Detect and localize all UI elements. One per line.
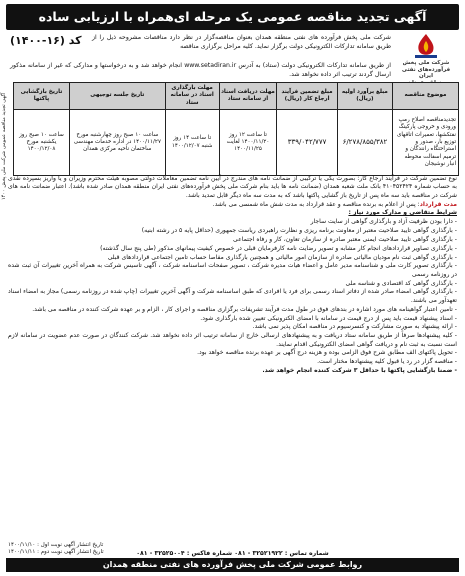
list-item: - بارگذاری گواهی تایید صلاحیت معتبر از معاونت برنامه ریزی و نظارت راهبردی ریاست جمهوری (حداقل پایه ۵ در رشته ابنیه)	[141, 227, 457, 235]
col-subject: موضوع مناقصه	[393, 83, 459, 110]
footer	[6, 542, 459, 572]
closing-5: - ضمنا بازگشایی پاکتها با حداقل ۳ شرکت کننده انجام خواهد شد.	[262, 367, 457, 375]
col-estimate: مبلغ برآورد اولیه (ریال)	[337, 83, 392, 110]
duration-text: : پس از اعلام به برنده مناقصه و عقد قرارداد به مدت شش ماه شمسی می باشد.	[212, 200, 420, 208]
intro-text-2: از طریق سامانه تدارکات الکترونیکی دولت (ستاد) به آدرس www.setadiran.ir انجام خواهد شد و به درخواستها و مدارکی که غیر از سامانه مذکور ارسال گردند ترتیب اثر داده نخواهد شد.	[10, 62, 391, 78]
closing-1: - ارائه پیشنهاد به صورت مشارکت و کنسرسیوم در مناقصه امکان پذیر نمی باشد.	[252, 323, 457, 331]
side-note: آگهی تجدید مناقصه عمومی شرکت ملی پخش ۱۴۰۰	[1, 92, 7, 200]
tender-table	[13, 82, 459, 176]
col-guarantee: مبلغ تضمین فرآیند ارجاع کار (ریال)	[277, 83, 338, 110]
cell-opening: ساعت ۱۰ صبح روز یکشنبه مورخ ۱۴۰۰/۱۲/۰۸	[14, 110, 70, 176]
cell-subject: تجدیدمناقصه اصلاح رمپ ورودی و خروجی پارکینگ نفتکشها، تعمیرات اتاقهای توزیع بار، صدور و استراحتگاه رانندگان و ترمیم اسفالت محوطه انبار نوشیجان	[393, 110, 459, 176]
tender-code: کد (۱۶-۱۴۰۰)	[10, 34, 82, 47]
logo-text-company: شرکت ملی پخش فرآورده‌های نفتی ایران	[401, 60, 451, 79]
closing-3: - تحویل پاکتهای الف مطابق شرح فوق الزامی بوده و هزینه درج آگهی بر عهده برنده مناقصه خواهد بود.	[197, 349, 457, 357]
col-receive-deadline: مهلت دریافت اسناد از سامانه ستاد	[219, 83, 277, 110]
table-header-row	[14, 83, 459, 110]
publish-date-2: تاریخ انتشار آگهی نوبت دوم : ۱۴۰۰/۱۱/۱۱	[8, 549, 104, 555]
list-item: - تامین اعتبار گواهینامه های مورد اشاره در بندهای فوق در طول مدت فرآیند تشریفات برگزاری مناقصه و اجرای کار ، الزام و بر عهده شرکت کننده در مناقصه می باشد.	[32, 305, 457, 313]
closing-4: - مناقصه گزار در رد یا قبول کلیه پیشنهادها مختار است.	[317, 358, 457, 366]
body-text	[8, 175, 457, 376]
guarantee-note: نوع تضمین شرکت در فرآیند ارجاع کار: بصورت یکی یا ترکیبی از ضمانت نامه های مندرج در آیین نامه تضمین معاملات دولتی مصوبه هیئت محترم وزیران و یا واریز بسپرده نقدی به حساب شماره ۴۱۰۴۵۲۴۲۴ بانک ملت شعبه همدان (ضمانت نامه ها باید بنام شرکت ملی پخش فرآورده‌های نفتی ایران منطقه همدان صادر شده باشد). اعتبار ضمانت نامه های شرکت در مناقصه باید سه ماه پس از تاریخ باز گشایی پاکتها باشد که به مدت سه ماه دیگر قابل تمدید باشد.	[8, 175, 457, 199]
closing-2: - کلیه پیشنهادها صرفاً از طریق سامانه ستاد دریافت و به پیشنهادهای ارسالی خارج از سامانه ترتیب اثر داده نخواهد شد. شرکت کنندگان در صورت عدم عضویت در سامانه لازم است نسبت به ثبت نام و دریافت گواهی امضای الکترونیکی اقدام نمایند.	[8, 332, 457, 348]
requirements-title: شرایط متقاضی و مدارک مورد نیاز :	[348, 209, 457, 217]
list-item: - بارگذاری گواهی تایید صلاحیت ایمنی معتبر صادره از سازمان تعاون، کار و رفاه اجتماعی	[233, 235, 457, 243]
cell-upload-deadline: تا ساعت ۱۴ روز شنبه ۱۴۰۰/۱۲/۰۷	[165, 110, 219, 176]
list-item: - بارگذاری تصاویر قراردادهای انجام کار مشابه و تصویر رضایت نامه کارفرمایان قبلی در خصوص کیفیت پیمانهای مذکور (طی پنج سال گذشته)	[100, 244, 457, 252]
list-item: - بارگذاری گواهی ثبت نام مودیان مالیاتی صادره از سازمان امور مالیاتی و همچنین بارگذاری مفاصا حساب تامین اجتماعی قراردادهای قبلی	[107, 253, 457, 261]
col-briefing: تاریخ جلسه توجیهی	[69, 83, 165, 110]
cell-guarantee: ۳۳۹/۰۴۲/۷۷۷	[277, 110, 338, 176]
list-item: - بارگذاری گواهی کد اقتصادی و شناسه ملی	[345, 279, 457, 287]
headline: آگهی تجدید مناقصه عمومی یک مرحله ای‌همراه با ارزیابی ساده	[6, 4, 459, 30]
list-item: - اسناد پیشنهاد قیمت باید پس از درج قیمت در سامانه با امضای الکترونیکی تعیین شده بارگذاری شود.	[200, 314, 457, 322]
duration-line	[8, 201, 457, 209]
intro-text: شرکت ملی پخش فرآورده های نفتی منطقه همدان بعنوان مناقصه‌گزار در نظر دارد مناقصات مشروحه ذیل را از طریق سامانه تدارکات الکترونیکی دولت برگزار نماید. کلیه مراحل برگزاری مناقصه	[92, 34, 391, 50]
col-opening: تاریخ بازگشایی پاکتها	[14, 83, 70, 110]
header	[6, 4, 459, 84]
signature: روابط عمومی شرکت ملی پخش فرآورده های نفتی منطقه همدان	[6, 558, 459, 572]
list-item: - بارگذاری گواهی امضاء صادر شده از دفاتر اسناد رسمی برای فرد یا افرادی که طبق اساسنامه شرکت و آگهی آخرین تغییرات (چاپ شده در روزنامه رسمی) مجاز به امضاء اسناد تعهدآور می باشند.	[8, 288, 457, 304]
cell-estimate: ۶/۲۷۸/۸۵۵/۳۸۲	[337, 110, 392, 176]
list-item: - دارا بودن ظرفیت آزاد و بارگذاری گواهی از سایت ساجار	[310, 218, 457, 226]
cell-receive-deadline: تا ساعت ۱۲ روز ۱۴۰۰/۱۱/۲۰ لغایت ۱۴۰۰/۱۱/۲۵	[219, 110, 277, 176]
table-row	[14, 110, 459, 176]
duration-label: مدت قرارداد	[419, 200, 457, 208]
list-item: - بارگذاری تصویر کارت ملی و شناسنامه مدیر عامل و اعضاء هیات مدیره شرکت ، تصویر صفحات اساسنامه شرکت ، آگهی تاسیس شرکت به همراه آخرین تغییرات آن ثبت شده در روزنامه رسمی	[8, 262, 457, 278]
publish-date-1: تاریخ انتشار آگهی نوبت اول : ۱۴۰۰/۱۱/۱۰	[8, 542, 104, 548]
company-logo	[395, 32, 457, 82]
contact-info: شماره تماس : ۳۲۵۲۱۹۲۲ - ۰۸۱ شماره فاکس : ۳۲۵۲۵۰۰۴ - ۰۸۱	[136, 550, 329, 557]
flame-logo-icon	[409, 32, 443, 60]
col-upload-deadline: مهلت بارگذاری اسناد در سامانه ستاد	[165, 83, 219, 110]
cell-briefing: ساعت ۱۰ صبح روز چهارشنبه مورخ ۱۴۰۰/۱۱/۲۷ در اداره خدمات مهندسی ساختمان ناحیه مرکزی همدان	[69, 110, 165, 176]
